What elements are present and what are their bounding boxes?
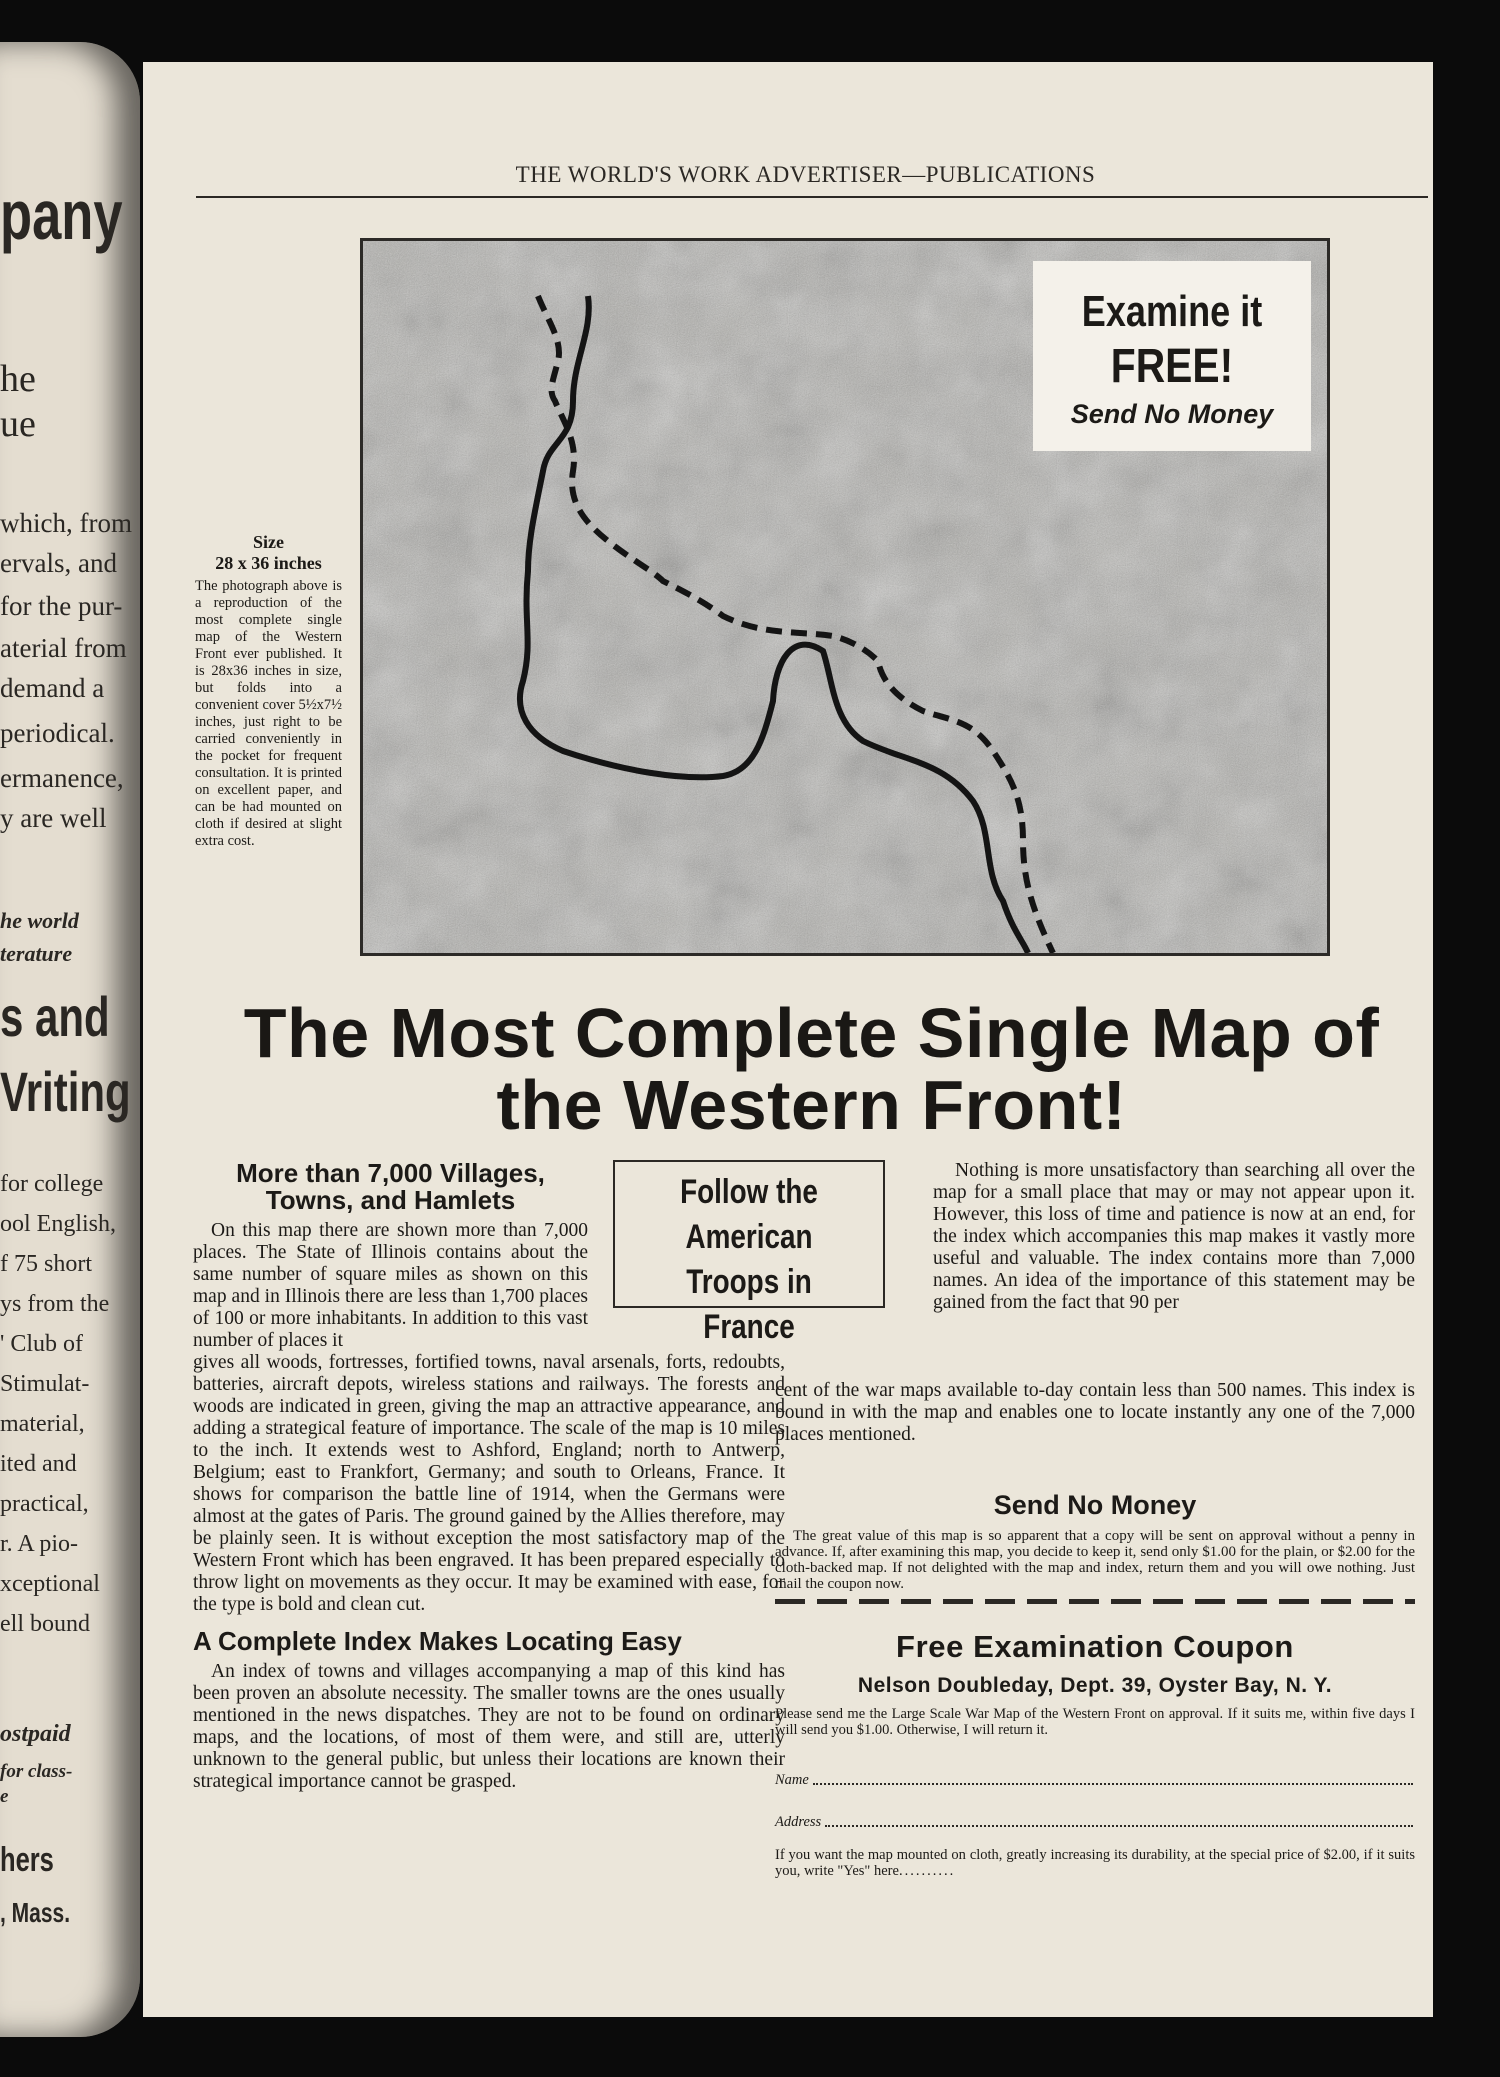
previous-page-line: ' Club of [0, 1331, 83, 1357]
coupon-cloth-option: If you want the map mounted on cloth, greatly increasing its durability, at the special price of $2.00, if it suits you, write "Yes" here.......... [775, 1847, 1415, 1879]
follow-line-3: Troops in France [686, 1263, 812, 1346]
address-label: Address [775, 1814, 822, 1830]
previous-page-line: ited and [0, 1451, 77, 1477]
previous-page-line: e [0, 1786, 9, 1807]
running-head: THE WORLD'S WORK ADVERTISER—PUBLICATIONS [515, 162, 1096, 187]
previous-page-line: r. A pio- [0, 1531, 79, 1557]
send-no-money-text: The great value of this map is so apparent that a copy will be sent on approval without a penny in advance. If, after examining this map, you decide to keep it, send only $1.00 for the plain, or $2.00 for the cloth-backed map. If not delighted with the map and index, return them and you will owe nothing. Just mail the coupon now. [775, 1528, 1415, 1592]
previous-page-line: for class- [0, 1761, 73, 1782]
follow-line-1: Follow the [680, 1173, 818, 1211]
headline-line-1: The Most Complete Single Map of [243, 994, 1380, 1072]
previous-page-line: he world [0, 908, 79, 933]
coupon-request-text: Please send me the Large Scale War Map of the Western Front on approval. If it suits me, within five days I will send you $1.00. Otherwise, I will return it. [775, 1706, 1415, 1738]
send-no-money-heading: Send No Money [993, 1490, 1197, 1520]
magazine-page [143, 62, 1433, 2017]
villages-subheading-2: Towns, and Hamlets [265, 1185, 516, 1215]
coupon-address-field[interactable] [775, 1814, 1415, 1831]
previous-page-line: periodical. [0, 718, 115, 748]
previous-page-line: y are well [0, 803, 107, 833]
coupon-cut-line [775, 1599, 1415, 1604]
previous-page-line: terature [0, 941, 73, 966]
previous-page-line: practical, [0, 1491, 89, 1517]
size-description: The photograph above is a reproduction of the most complete single map of the Western Front ever published. It is 28x36 inches in size, but folds into a convenient cover 5½x7½ inches, just right to be carried conveniently in the pocket for frequent consultation. It is printed on excellent paper, and can be had mounted on cloth if desired at slight extra cost. [195, 578, 342, 849]
previous-page-line: which, from [0, 508, 132, 538]
coupon-address: Nelson Doubleday, Dept. 39, Oyster Bay, N. Y. [857, 1674, 1333, 1697]
examine-heading: Examine it [1081, 287, 1263, 336]
cloth-option-text: If you want the map mounted on cloth, greatly increasing its durability, at the special price of $2.00, if it suits you, write "Yes" here [775, 1847, 1415, 1879]
features-paragraph: gives all woods, fortresses, fortified towns, naval arsenals, forts, redoubts, batteries, aircraft depots, wireless stations and railways. The forests and woods are indicated in green, giving the map an attractive appearance, and adding a strategical feature of importance. The scale of the map is 10 miles to the inch. It extends west to Ashford, England; north to Antwerp, Belgium; east to Frankfort, Germany; and south to Orleans, France. It shows for comparison the battle line of 1914, when the Germans were almost at the gates of Paris. The ground gained by the Allies therefore, may be plainly seen. It is without exception the most satisfactory map of the Western Front which has been engraved. It has been prepared especially to throw light on movements as they occur. It may be examined with ease, for the type is bold and clean cut. [193, 1352, 785, 1615]
previous-page-line: f 75 short [0, 1251, 92, 1277]
follow-line-2: American [685, 1218, 813, 1256]
previous-page-line: ell bound [0, 1611, 90, 1637]
header-rule [196, 196, 1428, 198]
previous-page-line: ervals, and [0, 548, 117, 578]
previous-page-line: ool English, [0, 1211, 117, 1237]
coupon-name-field[interactable] [775, 1772, 1415, 1789]
previous-page [0, 42, 140, 2037]
name-label: Name [775, 1772, 809, 1788]
previous-page-line: s and [0, 985, 110, 1048]
previous-page-line: he [0, 358, 36, 400]
previous-page-line: ys from the [0, 1291, 110, 1317]
index-value-paragraph: Nothing is more unsatisfactory than searching all over the map for a small place that may or may not appear upon it. However, this loss of time and patience is now at an end, for the index which accompanies this map makes it vastly more useful and valuable. The index contains more than 7,000 names. An idea of the importance of this statement may be gained from the fact that 90 per [933, 1160, 1415, 1313]
previous-page-line: Stimulat- [0, 1371, 90, 1397]
headline-line-2: the Western Front! [496, 1066, 1127, 1144]
index-value-continued: cent of the war maps available to-day contain less than 500 names. This index is bound in with the map and enables one to locate instantly any one of the 7,000 places mentioned. [775, 1380, 1415, 1445]
previous-page-line: , Mass. [0, 1897, 71, 1928]
previous-page-line: Vriting [0, 1060, 131, 1123]
size-title: Size [253, 532, 284, 552]
previous-page-line: aterial from [0, 633, 127, 663]
western-front-map [360, 238, 1330, 956]
previous-page-line: xceptional [0, 1571, 100, 1597]
previous-page-line: material, [0, 1411, 85, 1437]
size-caption [195, 532, 342, 850]
previous-page-line: pany [0, 176, 123, 254]
previous-page-line: hers [0, 1841, 54, 1879]
send-no-money-tagline: Send No Money [1070, 399, 1274, 429]
coupon-heading: Free Examination Coupon [896, 1629, 1294, 1664]
places-paragraph: On this map there are shown more than 7,000 places. The State of Illinois contains about the same number of square miles as shown on this map and in Illinois there are less than 1,700 places of 100 or more inhabitants. In addition to this vast number of places it [193, 1220, 588, 1351]
free-heading: FREE! [1110, 340, 1234, 393]
previous-page-line: ostpaid [0, 1721, 71, 1747]
main-headline [193, 994, 1430, 1144]
examine-free-box [1033, 261, 1311, 451]
previous-page-line: ue [0, 403, 36, 445]
previous-page-line: ermanence, [0, 763, 124, 793]
size-dimensions: 28 x 36 inches [215, 553, 322, 573]
villages-subheading-1: More than 7,000 Villages, [236, 1158, 545, 1188]
previous-page-line: for the pur- [0, 591, 123, 621]
index-paragraph: An index of towns and villages accompanying a map of this kind has been proven an absolute necessity. The smaller towns are the ones usually mentioned in the news dispatches. They are not to be found on ordinary maps, and the locations, of most of them were, and still are, utterly unknown to the general public, but unless their locations are known their strategical importance cannot be grasped. [193, 1661, 785, 1792]
previous-page-line: demand a [0, 673, 105, 703]
index-subheading: A Complete Index Makes Locating Easy [193, 1626, 682, 1656]
follow-troops-box [613, 1160, 885, 1346]
previous-page-line: for college [0, 1171, 104, 1197]
